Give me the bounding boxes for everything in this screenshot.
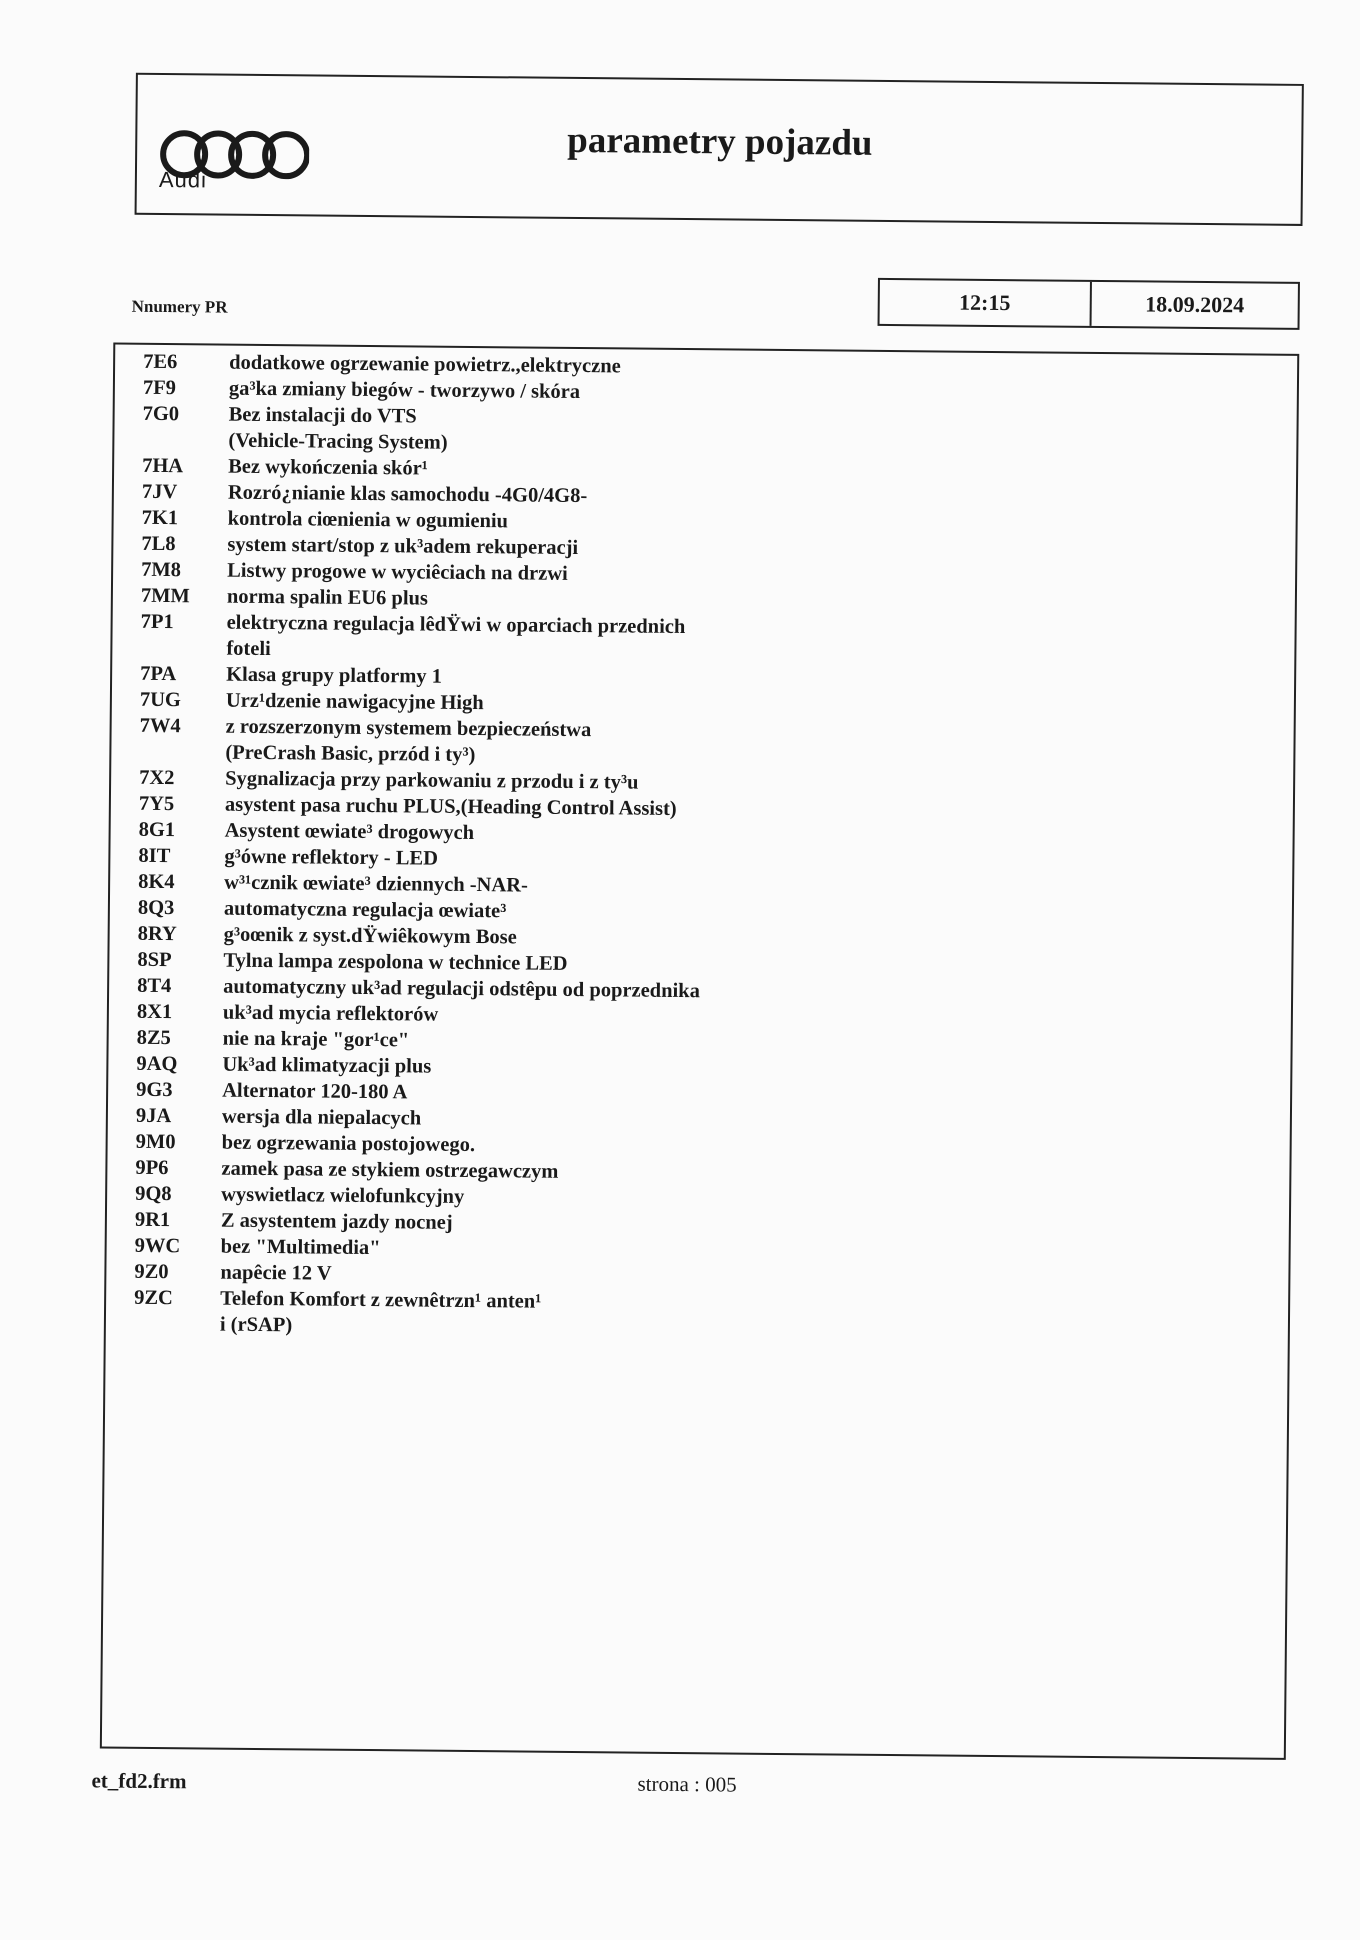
- pr-description: bez "Multimedia": [220, 1235, 381, 1260]
- pr-description: Bez instalacji do VTS: [228, 403, 417, 428]
- pr-description: Telefon Komfort z zewnêtrzn¹ anten¹: [220, 1287, 542, 1313]
- pr-code: 7M8: [141, 558, 182, 582]
- pr-code: 7PA: [140, 662, 177, 686]
- pr-description: ga³ka zmiany biegów - tworzywo / skóra: [228, 377, 581, 404]
- pr-code: 7Y5: [138, 792, 175, 816]
- pr-code: 9P6: [135, 1156, 169, 1180]
- date-value: 18.09.2024: [1145, 291, 1245, 318]
- pr-code: 7E6: [143, 350, 178, 374]
- pr-code: 7G0: [142, 402, 180, 426]
- pr-code: 9AQ: [136, 1052, 178, 1076]
- pr-code: 8RY: [137, 922, 177, 946]
- pr-list-box: [100, 343, 1299, 1760]
- pr-description: automatyczny uk³ad regulacji odstêpu od poprzednika: [223, 975, 700, 1003]
- pr-description: automatyczna regulacja œwiate³: [223, 897, 507, 923]
- pr-description: Sygnalizacja przy parkowaniu z przodu i z ty³u: [225, 767, 639, 794]
- pr-code: 9M0: [135, 1130, 176, 1154]
- pr-code: 7X2: [139, 766, 175, 790]
- pr-description: z rozszerzonym systemem bezpieczeństwa: [225, 715, 592, 742]
- pr-code: 9G3: [136, 1078, 173, 1102]
- pr-description: kontrola ciœnienia w ogumieniu: [227, 507, 509, 533]
- pr-code: 8IT: [138, 844, 171, 868]
- pr-description: Tylna lampa zespolona w technice LED: [223, 949, 568, 975]
- pr-description: wyswietlacz wielofunkcyjny: [221, 1183, 465, 1208]
- section-label: Nnumery PR: [131, 296, 228, 317]
- pr-code: 9JA: [135, 1104, 172, 1128]
- pr-code: 8K4: [138, 870, 175, 894]
- pr-code: 9Q8: [135, 1182, 172, 1206]
- pr-description: system start/stop z uk³adem rekuperacji: [227, 533, 579, 560]
- pr-code: 8G1: [138, 818, 176, 842]
- pr-code: 9ZC: [134, 1286, 173, 1310]
- pr-description: elektryczna regulacja lêdŸwi w oparciach przednich: [226, 611, 686, 639]
- form-id: et_fd2.frm: [91, 1768, 187, 1794]
- pr-description: napêcie 12 V: [220, 1261, 332, 1285]
- pr-code: 7W4: [139, 714, 181, 738]
- pr-code: 8Z5: [136, 1026, 171, 1050]
- pr-code: 9R1: [134, 1208, 171, 1232]
- pr-list: [115, 345, 1297, 1337]
- pr-code: 9WC: [134, 1234, 181, 1258]
- pr-code: [114, 428, 224, 453]
- pr-description: uk³ad mycia reflektorów: [222, 1001, 439, 1026]
- pr-code: 8T4: [137, 974, 172, 998]
- pr-description: Uk³ad klimatyzacji plus: [222, 1053, 432, 1078]
- pr-description: Urz¹dzenie nawigacyjne High: [225, 689, 484, 715]
- pr-description: Rozró¿nianie klas samochodu -4G0/4G8-: [227, 481, 588, 508]
- pr-code: 7MM: [140, 584, 190, 608]
- pr-description: (Vehicle-Tracing System): [228, 429, 448, 454]
- pr-code: 7L8: [141, 532, 176, 556]
- pr-description: bez ogrzewania postojowego.: [221, 1131, 476, 1157]
- pr-description: Alternator 120-180 A: [222, 1079, 408, 1104]
- pr-description: asystent pasa ruchu PLUS,(Heading Control Assist): [224, 793, 677, 820]
- pr-description: Klasa grupy platformy 1: [226, 663, 443, 688]
- pr-description: (PreCrash Basic, przód i ty³): [225, 741, 476, 767]
- pr-description: Bez wykończenia skór¹: [228, 455, 428, 480]
- pr-code: [106, 1312, 216, 1337]
- pr-code: [111, 740, 221, 765]
- page-title: parametry pojazdu: [567, 119, 873, 164]
- pr-description: nie na kraje "gor¹ce": [222, 1027, 410, 1052]
- page-number: strona : 005: [637, 1771, 737, 1797]
- pr-code: 7F9: [142, 376, 177, 400]
- header-box: [135, 73, 1304, 226]
- pr-code: 7P1: [140, 610, 174, 634]
- pr-code: 7K1: [141, 506, 179, 530]
- pr-code: 9Z0: [134, 1260, 169, 1284]
- pr-description: w³¹cznik œwiate³ dziennych -NAR-: [224, 871, 528, 897]
- pr-code: 7JV: [141, 480, 178, 504]
- pr-code: 8Q3: [137, 896, 175, 920]
- pr-description: Listwy progowe w wyciêciach na drzwi: [227, 559, 568, 585]
- pr-description: i (rSAP): [219, 1313, 293, 1337]
- timestamp-box: [878, 278, 1300, 330]
- pr-description: wersja dla niepalacych: [221, 1105, 422, 1130]
- time-value: 12:15: [880, 280, 1092, 326]
- pr-description: norma spalin EU6 plus: [226, 585, 429, 610]
- pr-code: 8SP: [137, 948, 172, 972]
- pr-description: g³oœnik z syst.dŸwiêkowym Bose: [223, 923, 517, 949]
- pr-code: 7UG: [139, 688, 182, 712]
- pr-code: 7HA: [142, 454, 184, 478]
- pr-description: g³ówne reflektory - LED: [224, 845, 439, 870]
- pr-description: Z asystentem jazdy nocnej: [220, 1209, 453, 1234]
- brand-name: Audi: [158, 166, 208, 193]
- pr-code: [112, 636, 222, 661]
- pr-description: foteli: [226, 637, 271, 661]
- pr-description: Asystent œwiate³ drogowych: [224, 819, 475, 845]
- pr-code: 8X1: [136, 1000, 173, 1024]
- pr-description: dodatkowe ogrzewanie powietrz.,elektryczne: [229, 351, 621, 378]
- pr-description: zamek pasa ze stykiem ostrzegawczym: [221, 1157, 559, 1183]
